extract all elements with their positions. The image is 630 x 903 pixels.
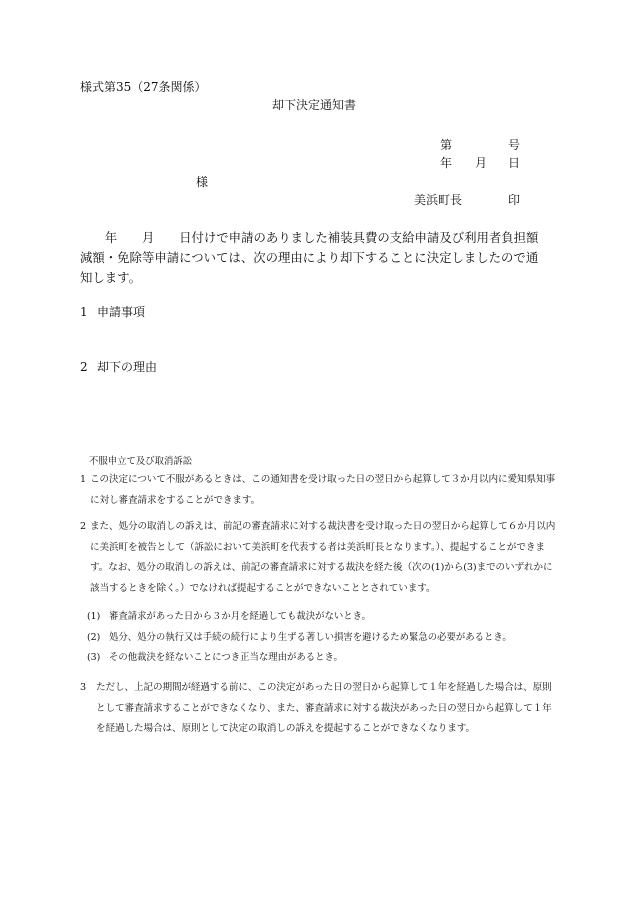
notice-heading: 不服申立て及び取消訴訟 [89, 456, 193, 467]
subitem-2-text: 処分、処分の執行又は手続の続行により生ずる著しい損害を避けるため緊急の必要があるとき。 [109, 632, 512, 643]
addressee-suffix: 様 [196, 175, 209, 189]
number-prefix: 第 [440, 138, 453, 152]
notice-item-1-text: この決定について不服があるときは、この通知書を受け取った日の翌日から起算して３か月以内に愛知県知事に対し審査請求をすることができます。 [90, 474, 556, 506]
section-1-label: 申請事項 [97, 305, 146, 319]
date-month: 月 [475, 156, 488, 170]
notification-body: 年 月 日付けで申請のありました補装具費の支給申請及び利用者負担額減額・免除等申請については、次の理由により却下することに決定しましたので通知します。 [80, 230, 539, 285]
section-2-number: 2 [80, 360, 88, 374]
date-year: 年 [440, 156, 453, 170]
section-1-number: 1 [80, 305, 88, 319]
subitem-1-number: (1) [87, 611, 101, 622]
document-title: 却下決定通知書 [272, 98, 357, 112]
seal-mark: 印 [508, 193, 521, 207]
date-day: 日 [508, 156, 521, 170]
number-suffix: 号 [508, 138, 521, 152]
notice-item-3-text: ただし、上記の期間が経過する前に、この決定があった日の翌日から起算して１年を経過した場合は、原則として審査請求することができなくなり、また、審査請求に対する裁決があった日の翌日から起算して１年を経過した場合は、原則として決定の取消しの訴えを提起することができなくなります。 [96, 682, 552, 734]
notice-item-3 [80, 678, 554, 740]
notice-item-2 [80, 517, 556, 599]
section-2-label: 却下の理由 [97, 360, 158, 374]
notice-item-3-number: 3 [80, 682, 87, 693]
notice-item-2-text: また、処分の取消しの訴えは、前記の審査請求に対する裁決書を受け取った日の翌日から起算して６か月以内に美浜町を被告として（訴訟において美浜町を代表する者は美浜町長となります。）、提起することができます。なお、処分の取消しの訴えは、前記の審査請求に対する裁決を経た後（次の(1)から(3)までのいずれかに該当するときを除く。）でなければ提起することができないこととされています。 [90, 521, 556, 594]
notice-item-1 [80, 470, 556, 511]
notice-item-2-number: 2 [80, 521, 87, 532]
subitem-2-number: (2) [87, 632, 101, 643]
subitem-1-text: 審査請求があった日から３か月を経過しても裁決がないとき。 [109, 611, 372, 622]
notice-item-1-number: 1 [80, 474, 87, 485]
subitem-3-number: (3) [87, 652, 101, 663]
form-number: 様式第35（27条関係） [80, 80, 207, 94]
subitem-3-text: その他裁決を経ないことにつき正当な理由があるとき。 [109, 652, 343, 663]
issuer-name: 美浜町長 [414, 193, 463, 207]
